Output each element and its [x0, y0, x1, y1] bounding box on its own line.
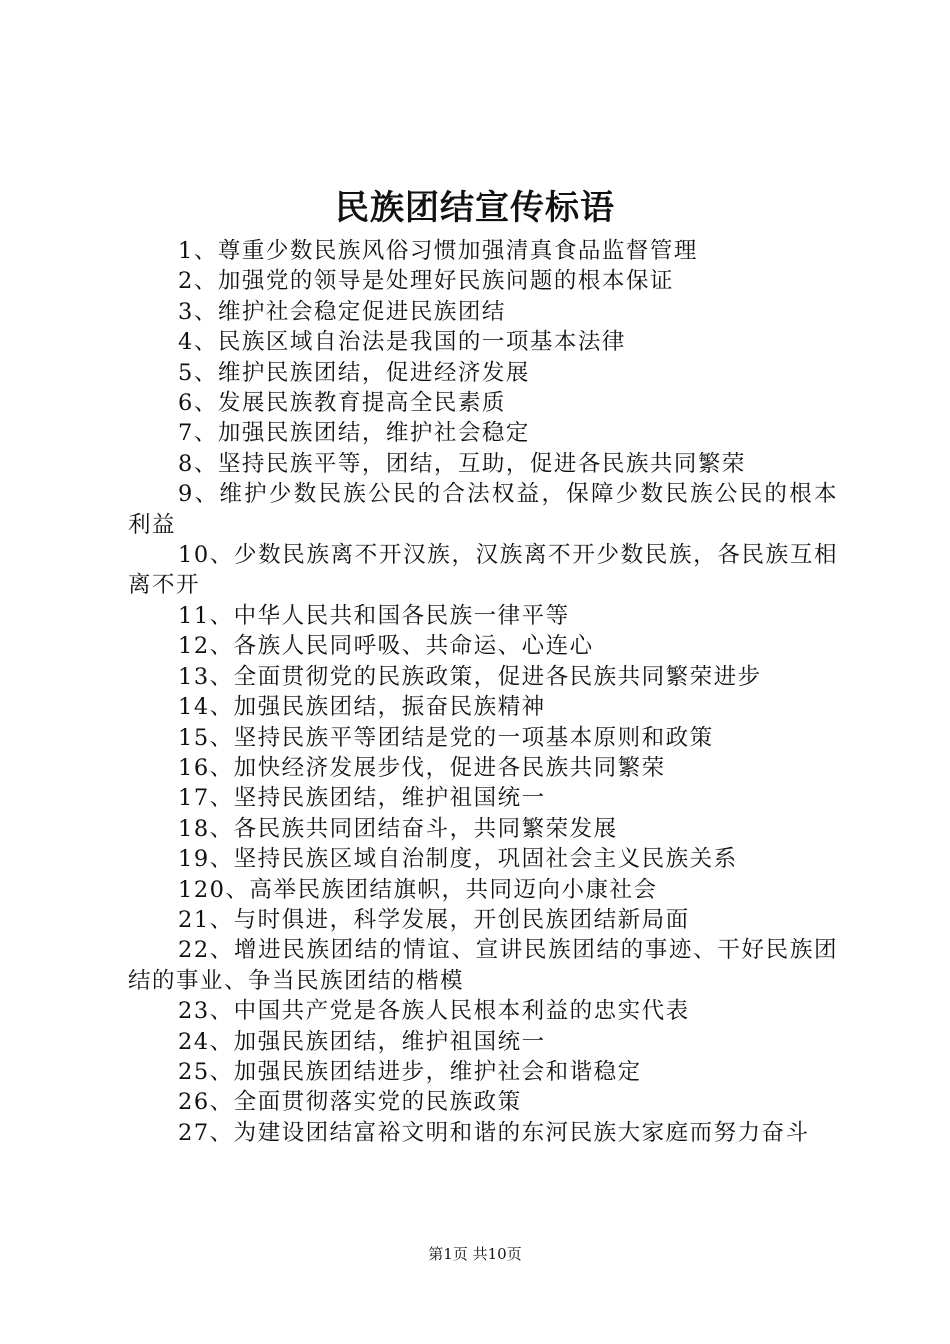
slogan-item: 23、中国共产党是各族人民根本利益的忠实代表	[178, 998, 690, 1025]
document-title: 民族团结宣传标语	[335, 188, 615, 228]
slogan-item: 16、加快经济发展步伐，促进各民族共同繁荣	[178, 754, 666, 781]
slogan-item: 18、各民族共同团结奋斗，共同繁荣发展	[178, 815, 618, 842]
slogan-item: 3、维护社会稳定促进民族团结	[178, 298, 506, 325]
page-footer: 第1页 共10页	[428, 1245, 522, 1263]
slogan-item: 120、高举民族团结旗帜，共同迈向小康社会	[178, 876, 658, 903]
slogan-item: 27、为建设团结富裕文明和谐的东河民族大家庭而努力奋斗	[178, 1119, 810, 1146]
slogan-item: 21、与时俱进，科学发展，开创民族团结新局面	[178, 906, 690, 933]
slogan-item: 13、全面贯彻党的民族政策，促进各民族共同繁荣进步	[178, 663, 762, 690]
slogan-list	[128, 236, 838, 1148]
slogan-item: 24、加强民族团结，维护祖国统一	[178, 1028, 546, 1055]
slogan-item: 25、加强民族团结进步，维护社会和谐稳定	[178, 1058, 642, 1085]
slogan-item: 4、民族区域自治法是我国的一项基本法律	[178, 329, 626, 356]
slogan-item: 6、发展民族教育提高全民素质	[178, 390, 506, 417]
slogan-item: 22、增进民族团结的情谊、宣讲民族团结的事迹、干好民族团结的事业、争当民族团结的楷模	[128, 937, 838, 994]
slogan-item: 9、维护少数民族公民的合法权益，保障少数民族公民的根本利益	[128, 481, 838, 538]
slogan-item: 26、全面贯彻落实党的民族政策	[178, 1089, 522, 1116]
slogan-item: 12、各族人民同呼吸、共命运、心连心	[178, 633, 594, 660]
slogan-item: 8、坚持民族平等，团结，互助，促进各民族共同繁荣	[178, 450, 746, 477]
slogan-item: 11、中华人民共和国各民族一律平等	[178, 602, 570, 629]
slogan-item: 15、坚持民族平等团结是党的一项基本原则和政策	[178, 724, 714, 751]
slogan-item: 10、少数民族离不开汉族，汉族离不开少数民族，各民族互相离不开	[128, 542, 838, 599]
slogan-item: 17、坚持民族团结，维护祖国统一	[178, 785, 546, 812]
slogan-item: 2、加强党的领导是处理好民族问题的根本保证	[178, 268, 674, 295]
slogan-item: 1、尊重少数民族风俗习惯加强清真食品监督管理	[178, 238, 698, 264]
slogan-item: 5、维护民族团结，促进经济发展	[178, 359, 530, 386]
slogan-item: 14、加强民族团结，振奋民族精神	[178, 694, 546, 721]
slogan-item: 19、坚持民族区域自治制度，巩固社会主义民族关系	[178, 846, 738, 873]
slogan-item: 7、加强民族团结，维护社会稳定	[178, 420, 530, 447]
